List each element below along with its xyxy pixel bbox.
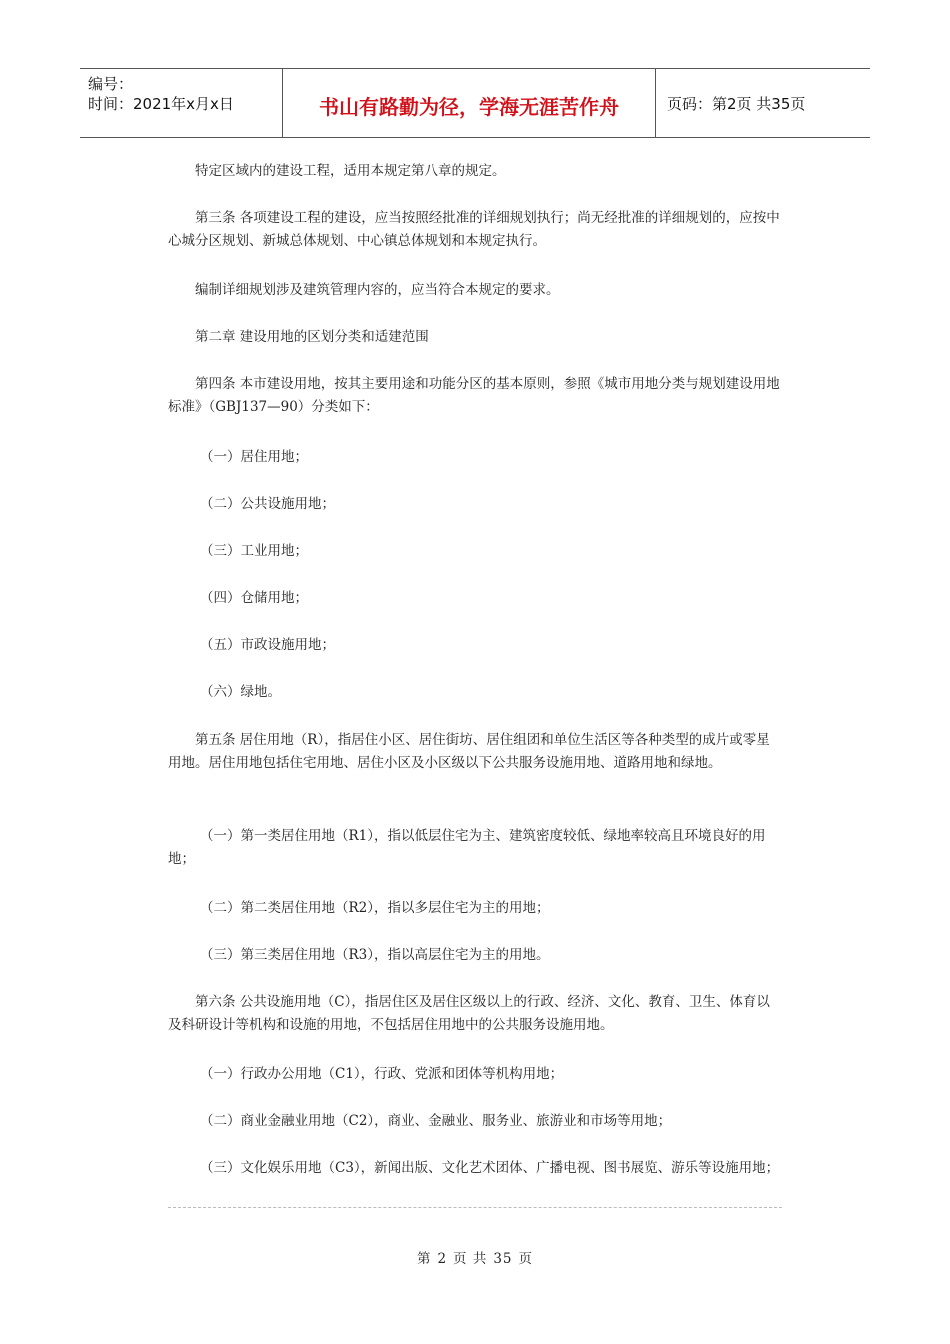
list-item: （六）绿地。 [200,684,281,700]
header-page-cell [655,69,870,137]
list-item: （二）商业金融业用地（C2），商业、金融业、服务业、旅游业和市场等用地； [200,1113,672,1129]
list-item: （三）文化娱乐用地（C3），新闻出版、文化艺术团体、广播电视、图书展览、游乐等设施用地； [200,1160,780,1176]
paragraph: 编制详细规划涉及建筑管理内容的，应当符合本规定的要求。 [195,282,560,298]
time-label: 时间：2021年x月x日 [88,95,234,113]
list-item: （三）第三类居住用地（R3），指以高层住宅为主的用地。 [200,947,550,963]
page-footer [0,1247,950,1267]
list-item: （一）行政办公用地（C1），行政、党派和团体等机构用地； [200,1066,564,1082]
paragraph: 特定区域内的建设工程，适用本规定第八章的规定。 [195,163,506,179]
list-item: （四）仓储用地； [200,590,308,606]
page-separator [168,1207,782,1208]
list-item: （一）居住用地； [200,449,308,465]
number-label: 编号： [88,75,134,93]
paragraph: 第四条 本市建设用地，按其主要用途和功能分区的基本原则，参照《城市用地分类与规划建设用地标准》（GBJ137—90）分类如下： [168,376,780,415]
document-header [80,68,870,138]
header-motto-cell [282,69,656,137]
paragraph: 第六条 公共设施用地（C），指居住区及居住区级以上的行政、经济、文化、教育、卫生、体育以及科研设计等机构和设施的用地，不包括居住用地中的公共服务设施用地。 [168,994,770,1033]
footer-suffix: 页 [518,1251,534,1267]
paragraph: 第五条 居住用地（R），指居住小区、居住街坊、居住组团和单位生活区等各种类型的成片或零星用地。居住用地包括住宅用地、居住小区及小区级以下公共服务设施用地、道路用地和绿地。 [168,732,770,771]
chapter-heading: 第二章 建设用地的区划分类和适建范围 [195,329,429,345]
list-item: （二）第二类居住用地（R2），指以多层住宅为主的用地； [200,900,550,916]
paragraph: 第三条 各项建设工程的建设，应当按照经批准的详细规划执行；尚无经批准的详细规划的，应按中心城分区规划、新城总体规划、中心镇总体规划和本规定执行。 [168,210,780,249]
header-page-info: 页码：第2页 共35页 [667,95,806,113]
header-meta-cell [80,69,282,137]
list-item: （一）第一类居住用地（R1），指以低层住宅为主、建筑密度较低、绿地率较高且环境良好的用地； [168,828,766,867]
footer-prefix: 第 [416,1251,432,1267]
list-item: （二）公共设施用地； [200,496,335,512]
list-item: （三）工业用地； [200,543,308,559]
footer-page-number: 2 [437,1251,448,1267]
footer-mid: 页 共 [453,1251,488,1267]
list-item: （五）市政设施用地； [200,637,335,653]
footer-total-pages: 35 [493,1251,513,1267]
header-motto: 书山有路勤为径，学海无涯苦作舟 [319,95,619,119]
